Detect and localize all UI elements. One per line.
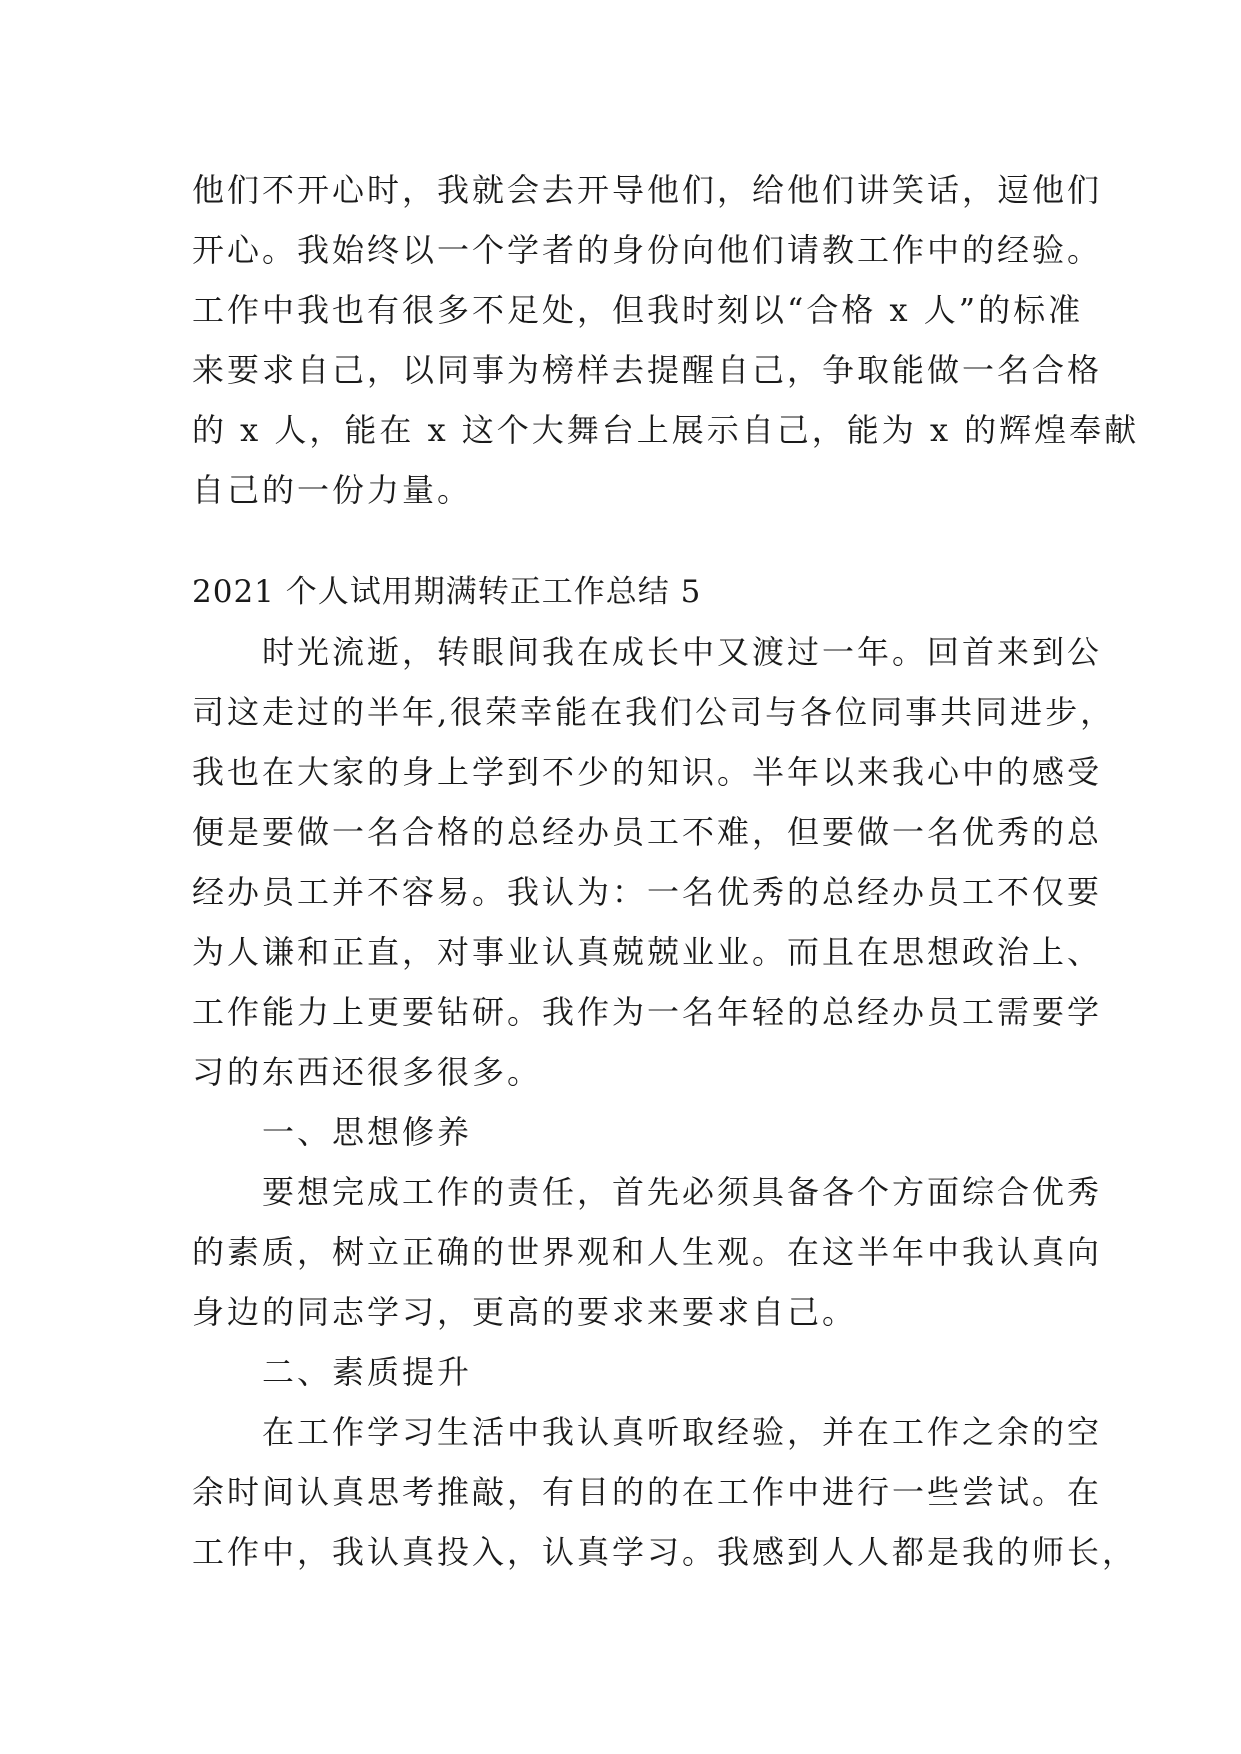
section-title: 2021 个人试用期满转正工作总结 5: [192, 574, 702, 610]
text-line: 经办员工并不容易。我认为：一名优秀的总经办员工不仅要: [192, 873, 1103, 911]
text-line: 我也在大家的身上学到不少的知识。半年以来我心中的感受: [192, 753, 1103, 791]
text-line: 自己的一份力量。: [192, 471, 473, 509]
text-line: 的素质，树立正确的世界观和人生观。在这半年中我认真向: [192, 1233, 1103, 1271]
continued-paragraph: [192, 160, 1140, 520]
text-line: 工作能力上更要钻研。我作为一名年轻的总经办员工需要学: [192, 993, 1103, 1031]
text-line: 来要求自己，以同事为榜样去提醒自己，争取能做一名合格: [192, 351, 1103, 389]
text-line: 工作中，我认真投入，认真学习。我感到人人都是我的师长，: [192, 1533, 1138, 1571]
subheading-ideology: 一、思想修养: [192, 1113, 473, 1151]
text-line: 为人谦和正直，对事业认真兢兢业业。而且在思想政治上、: [192, 933, 1103, 971]
text-line: 便是要做一名合格的总经办员工不难，但要做一名优秀的总: [192, 813, 1103, 851]
text-line: 在工作学习生活中我认真听取经验，并在工作之余的空: [192, 1413, 1103, 1451]
text-line: 他们不开心时，我就会去开导他们，给他们讲笑话，逗他们: [192, 171, 1103, 209]
text-line: 余时间认真思考推敲，有目的的在工作中进行一些尝试。在: [192, 1473, 1103, 1511]
text-line: 司这走过的半年,很荣幸能在我们公司与各位同事共同进步，: [192, 693, 1116, 731]
text-line: 工作中我也有很多不足处，但我时刻以“合格 x 人”的标准: [192, 291, 1084, 329]
text-line: 时光流逝，转眼间我在成长中又渡过一年。回首来到公: [192, 633, 1103, 671]
subheading-quality: 二、素质提升: [192, 1353, 473, 1391]
text-line: 的 x 人，能在 x 这个大舞台上展示自己，能为 x 的辉煌奉献: [192, 411, 1140, 449]
section-body: [192, 622, 1138, 1582]
text-line: 身边的同志学习，更高的要求来要求自己。: [192, 1293, 858, 1331]
text-line: 开心。我始终以一个学者的身份向他们请教工作中的经验。: [192, 231, 1103, 269]
text-line: 习的东西还很多很多。: [192, 1053, 543, 1091]
text-line: 要想完成工作的责任，首先必须具备各个方面综合优秀: [192, 1173, 1103, 1211]
